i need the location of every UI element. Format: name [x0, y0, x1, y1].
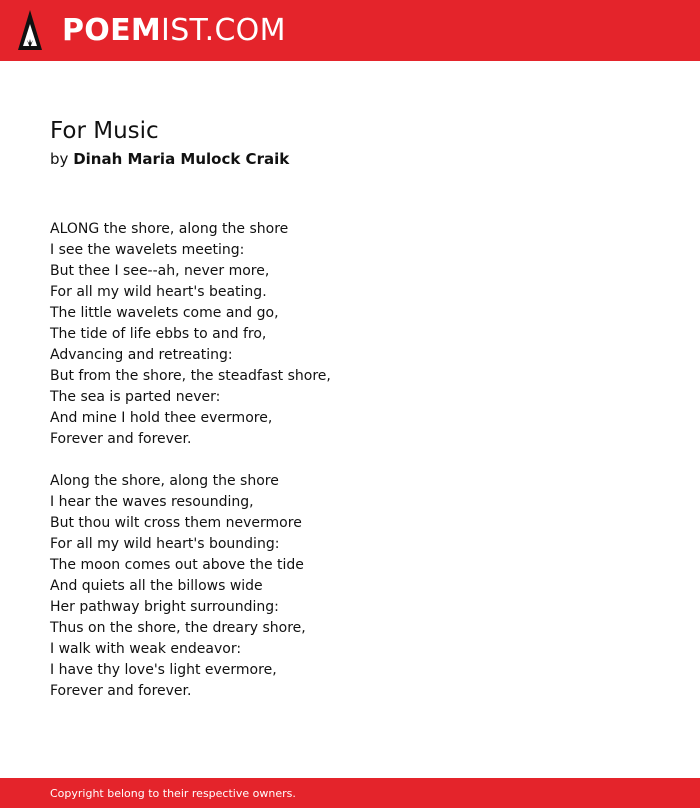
- poem-line: But thou wilt cross them nevermore: [50, 515, 302, 531]
- pencil-tip-icon[interactable]: [18, 10, 42, 52]
- poem-line: For all my wild heart's beating.: [50, 284, 267, 300]
- poem-line: Forever and forever.: [50, 683, 192, 699]
- poem-byline: [50, 148, 289, 170]
- poem-line: The sea is parted never:: [50, 389, 221, 405]
- poem-line: Thus on the shore, the dreary shore,: [50, 620, 306, 636]
- poem-line: The little wavelets come and go,: [50, 305, 279, 321]
- poem-line: I hear the waves resounding,: [50, 494, 254, 510]
- brand-bold-text: POEM: [62, 13, 162, 48]
- poem-line: Along the shore, along the shore: [50, 473, 279, 489]
- poem-stanza-1: [50, 219, 650, 450]
- poem-body: [50, 219, 650, 723]
- poem-line: ALONG the shore, along the shore: [50, 221, 289, 237]
- poem-line: I walk with weak endeavor:: [50, 641, 242, 657]
- poem-line: Her pathway bright surrounding:: [50, 599, 279, 615]
- poem-line: I see the wavelets meeting:: [50, 242, 245, 258]
- brand-light-text: IST.COM: [161, 13, 286, 48]
- poem-line: But from the shore, the steadfast shore,: [50, 368, 331, 384]
- poem-stanza-2: [50, 471, 650, 702]
- poem-line: The tide of life ebbs to and fro,: [50, 326, 267, 342]
- poem-title: For Music: [50, 118, 159, 144]
- poem-author: Dinah Maria Mulock Craik: [73, 150, 290, 168]
- site-header: [0, 0, 700, 61]
- site-logo-text[interactable]: [62, 13, 286, 49]
- poem-line: The moon comes out above the tide: [50, 557, 304, 573]
- site-footer: [0, 778, 700, 808]
- poem-line: For all my wild heart's bounding:: [50, 536, 280, 552]
- poem-line: Forever and forever.: [50, 431, 192, 447]
- poem-line: I have thy love's light evermore,: [50, 662, 277, 678]
- poem-line: But thee I see--ah, never more,: [50, 263, 270, 279]
- copyright-text: Copyright belong to their respective owners.: [50, 787, 296, 800]
- poem-line: And quiets all the billows wide: [50, 578, 263, 594]
- poem-line: And mine I hold thee evermore,: [50, 410, 273, 426]
- by-label: by: [50, 150, 69, 168]
- poem-line: Advancing and retreating:: [50, 347, 233, 363]
